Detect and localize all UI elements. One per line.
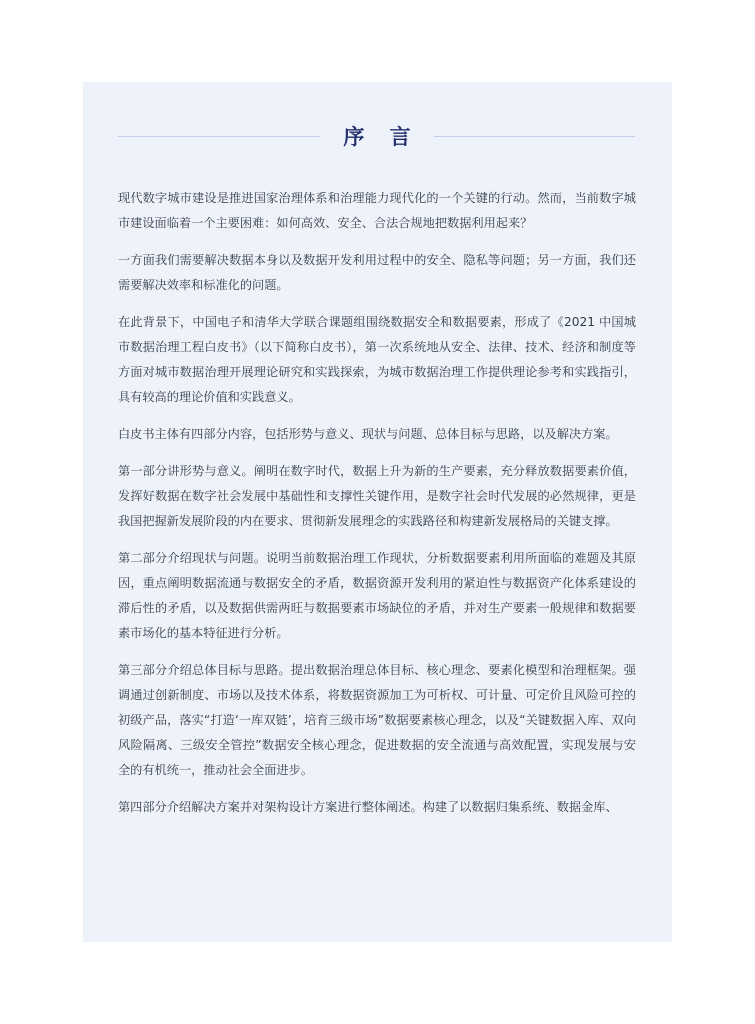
paragraph-6: 第二部分介绍现状与问题。说明当前数据治理工作现状，分析数据要素利用所面临的难题及其原因，重点阐明数据流通与数据安全的矛盾，数据资源开发利用的紧迫性与数据资产化体系建设的滞后性的矛盾，以及数据供需两旺与数据要素市场缺位的矛盾，并对生产要素一般规律和数据要素市场化的基本特征进行分析。	[118, 551, 636, 640]
paragraph-7: 第三部分介绍总体目标与思路。提出数据治理总体目标、核心理念、要素化模型和治理框架。强调通过创新制度、市场以及技术体系，将数据资源加工为可析权、可计量、可定价且风险可控的初级产品，落实“打造‘一库双链’，培育三级市场”数据要素核心理念，以及“关键数据入库、双向风险隔离、三级安全管控”数据安全核心理念，促进数据的安全流通与高效配置，实现发展与安全的有机统一，推动社会全面进步。	[118, 663, 636, 777]
title-rule-left	[118, 136, 320, 137]
paragraph-5: 第一部分讲形势与意义。阐明在数字时代，数据上升为新的生产要素，充分释放数据要素价值，发挥好数据在数字社会发展中基础性和支撑性关键作用，是数字社会时代发展的必然规律，更是我国把握新发展阶段的内在要求、贯彻新发展理念的实践路径和构建新发展格局的关键支撑。	[118, 464, 636, 528]
title-row	[118, 122, 635, 152]
paragraph-3: 在此背景下，中国电子和清华大学联合课题组围绕数据安全和数据要素，形成了《2021 中国城市数据治理工程白皮书》（以下简称白皮书），第一次系统地从安全、法律、技术、经济和制度等方面对城市数据治理开展理论研究和实践探索，为城市数据治理工作提供理论参考和实践指引，具有较高的理论价值和实践意义。	[118, 315, 636, 404]
page-title: 序 言	[343, 125, 420, 149]
paragraph-4: 白皮书主体有四部分内容，包括形势与意义、现状与问题、总体目标与思路，以及解决方案。	[118, 427, 618, 441]
paragraph-8: 第四部分介绍解决方案并对架构设计方案进行整体阐述。构建了以数据归集系统、数据金库、	[118, 800, 618, 814]
paragraph-1: 现代数字城市建设是推进国家治理体系和治理能力现代化的一个关键的行动。然而，当前数字城市建设面临着一个主要困难：如何高效、安全、合法合规地把数据利用起来？	[118, 191, 636, 230]
title-rule-right	[434, 136, 635, 137]
preface-body	[118, 186, 636, 832]
paragraph-2: 一方面我们需要解决数据本身以及数据开发利用过程中的安全、隐私等问题；另一方面，我们还需要解决效率和标准化的问题。	[118, 253, 636, 292]
